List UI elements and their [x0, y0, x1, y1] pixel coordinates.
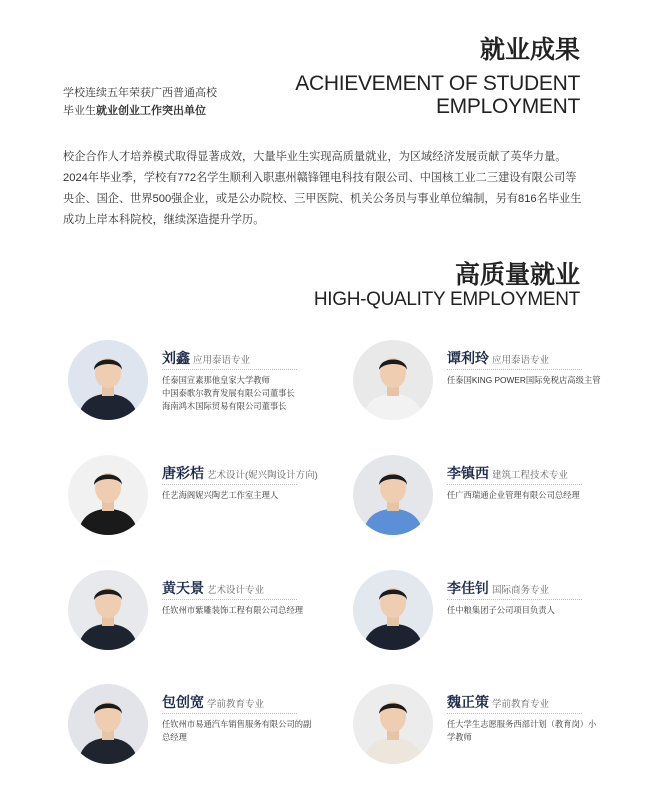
person-name-row: [447, 692, 549, 712]
intro-paragraph-2: 2024年毕业季，学校有772名学生顺利入职惠州赣锋锂电科技有限公司、中国核工业二三建设有限公司等央企、国企、世界500强企业，或是公办院校、三甲医院、机关公务员与事业单位编制，另有816名毕业生成功上岸本科院校，继续深造提升学历。: [63, 172, 582, 226]
honor-line2-bold: 就业创业工作突出单位: [96, 105, 206, 117]
intro-paragraph-1: 校企合作人才培养模式取得显著成效，大量毕业生实现高质量就业，为区域经济发展贡献了英华力量。: [63, 151, 567, 163]
person-name: 魏正策: [447, 694, 489, 710]
person-name: 李镇西: [447, 465, 489, 481]
person-avatar: [68, 455, 148, 535]
person-description: [162, 374, 317, 413]
person-divider: [162, 484, 297, 485]
person-major: 艺术设计(妮兴陶设计方向): [207, 470, 318, 481]
person-avatar: [353, 455, 433, 535]
person-divider: [447, 484, 582, 485]
person-description-line: 任泰国KING POWER国际免税店高级主管: [447, 375, 601, 385]
person-card: [353, 684, 643, 784]
person-description-line: 任钦州市紫雕装饰工程有限公司总经理: [162, 605, 304, 615]
person-name: 黄天景: [162, 580, 204, 596]
person-name-row: [162, 692, 264, 712]
person-description: [162, 718, 317, 744]
honor-line2-prefix: 毕业生: [63, 105, 96, 117]
person-description-line: 任中粮集团子公司项目负责人: [447, 605, 555, 615]
person-description-line: 中国泰歌尔教育发展有限公司董事长: [162, 388, 295, 398]
person-divider: [162, 713, 297, 714]
person-description-line: 任广西瑞通企业管理有限公司总经理: [447, 490, 580, 500]
high-quality-title-en: HIGH-QUALITY EMPLOYMENT: [313, 289, 580, 310]
person-card: [68, 340, 358, 440]
person-name: 包创宽: [162, 694, 204, 710]
person-description-line: 任艺海阁妮兴陶艺工作室主理人: [162, 490, 279, 500]
person-major: 艺术设计专业: [207, 585, 265, 596]
person-name: 唐彩桔: [162, 465, 204, 481]
honor-statement: [63, 84, 217, 120]
high-quality-title-cn: 高质量就业: [454, 261, 580, 289]
person-divider: [447, 713, 582, 714]
honor-line1: 学校连续五年荣获广西普通高校: [63, 87, 217, 99]
person-description-line: 任钦州市易通汽车销售服务有限公司的副总经理: [162, 719, 312, 742]
achievement-title-cn: 就业成果: [479, 36, 580, 64]
person-name: 刘鑫: [162, 350, 190, 366]
person-description: [162, 604, 317, 617]
person-name-row: [447, 348, 549, 368]
person-avatar: [353, 570, 433, 650]
person-name: 谭利玲: [447, 350, 489, 366]
honor-line2: [63, 102, 217, 120]
person-avatar: [353, 340, 433, 420]
person-description: [162, 489, 317, 502]
person-description: [447, 489, 602, 502]
person-description-line: 海南鸿木国际贸易有限公司董事长: [162, 401, 287, 411]
person-description: [447, 604, 602, 617]
person-divider: [447, 599, 582, 600]
person-divider: [447, 369, 582, 370]
person-card: [68, 684, 358, 784]
person-card: [353, 570, 643, 670]
person-card: [68, 570, 358, 670]
person-card: [353, 455, 643, 555]
achievement-title-en-line1: ACHIEVEMENT OF STUDENT: [295, 72, 580, 95]
person-description-line: 任大学生志愿服务西部计划（教育岗）小学教师: [447, 719, 597, 742]
person-description-line: 任泰国宣素那他皇家大学教师: [162, 375, 270, 385]
achievement-title-en-line2: EMPLOYMENT: [435, 95, 580, 118]
person-description: [447, 374, 602, 387]
person-avatar: [68, 684, 148, 764]
person-name-row: [162, 463, 318, 483]
person-name-row: [447, 463, 568, 483]
person-name-row: [162, 348, 250, 368]
person-major: 学前教育专业: [207, 699, 265, 710]
person-major: 应用泰语专业: [492, 355, 550, 366]
person-card: [68, 455, 358, 555]
intro-text: [63, 147, 583, 231]
person-major: 学前教育专业: [492, 699, 550, 710]
person-major: 国际商务专业: [492, 585, 550, 596]
person-name-row: [162, 578, 264, 598]
person-description: [447, 718, 602, 744]
person-divider: [162, 369, 297, 370]
person-card: [353, 340, 643, 440]
person-avatar: [68, 340, 148, 420]
person-avatar: [68, 570, 148, 650]
person-name-row: [447, 578, 549, 598]
person-avatar: [353, 684, 433, 764]
person-name: 李佳钊: [447, 580, 489, 596]
person-major: 应用泰语专业: [193, 355, 251, 366]
person-major: 建筑工程技术专业: [492, 470, 569, 481]
person-divider: [162, 599, 297, 600]
